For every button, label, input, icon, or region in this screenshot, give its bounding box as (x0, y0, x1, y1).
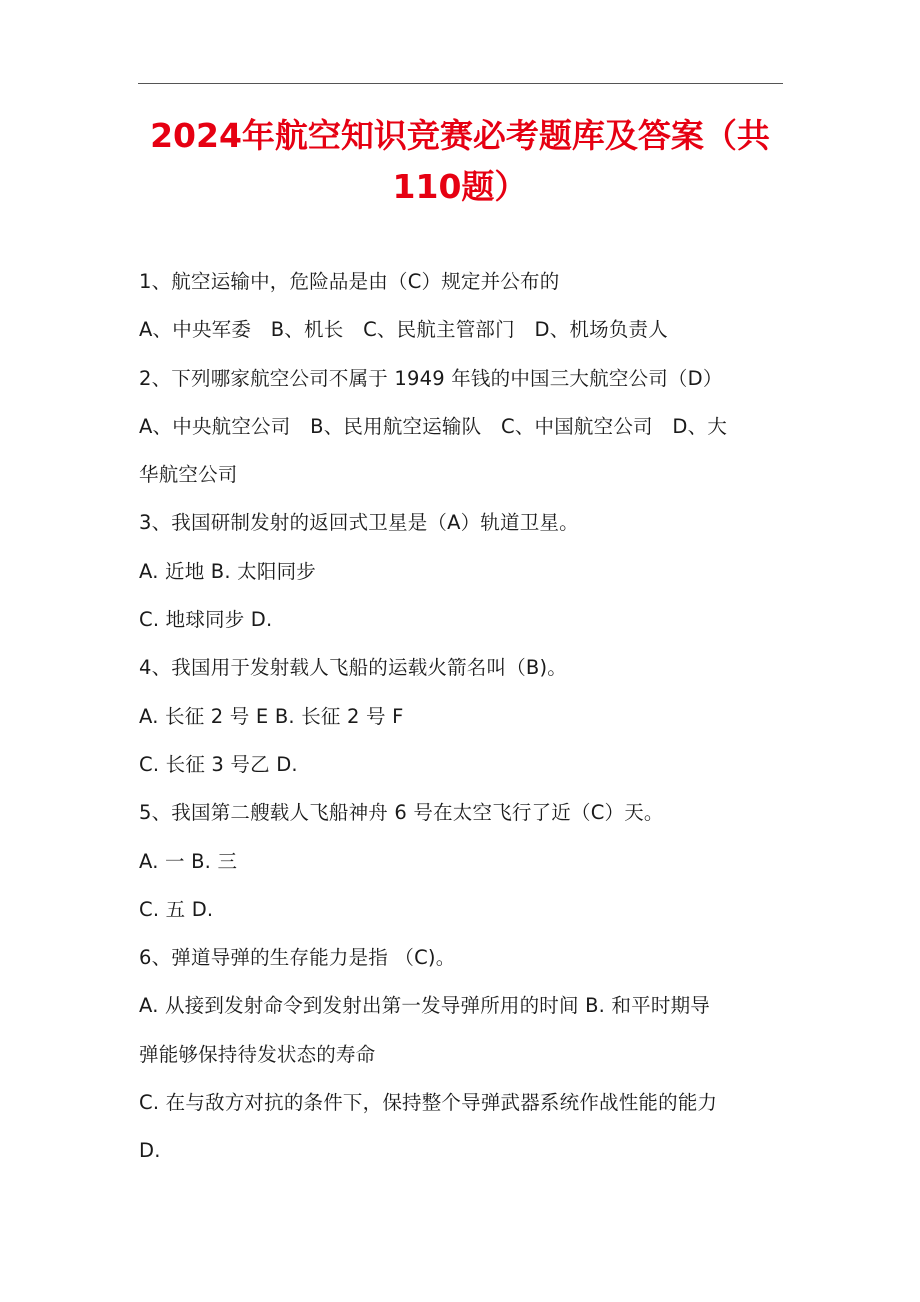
question-2-options-cont: 华航空公司 (139, 463, 238, 487)
question-4-options-cd: C. 长征 3 号乙 D. (139, 752, 298, 776)
question-3-options-ab: A. 近地 B. 太阳同步 (139, 559, 316, 583)
question-6-option-ab: A. 从接到发射命令到发射出第一发导弹所用的时间 B. 和平时期导 (139, 994, 710, 1018)
title-line-1: 2024年航空知识竞赛必考题库及答案（共 (150, 116, 770, 155)
question-4-options-ab: A. 长征 2 号 E B. 长征 2 号 F (139, 704, 404, 728)
question-5-options-cd: C. 五 D. (139, 897, 214, 921)
title-line-2: 110题） (392, 167, 528, 206)
question-5-options-ab: A. 一 B. 三 (139, 849, 238, 873)
question-6-option-d: D. (139, 1139, 161, 1163)
question-4-stem: 4、我国用于发射载人飞船的运载火箭名叫（B)。 (139, 656, 567, 680)
question-5-stem: 5、我国第二艘载人飞船神舟 6 号在太空飞行了近（C）天。 (139, 801, 664, 825)
question-3-stem: 3、我国研制发射的返回式卫星是（A）轨道卫星。 (139, 511, 579, 535)
question-1-options: A、中央军委 B、机长 C、民航主管部门 D、机场负责人 (139, 318, 668, 342)
header-rule (138, 83, 783, 84)
question-3-options-cd: C. 地球同步 D. (139, 608, 273, 632)
document-title (100, 110, 820, 212)
question-list (139, 258, 789, 1176)
question-6-option-c: C. 在与敌方对抗的条件下，保持整个导弹武器系统作战性能的能力 (139, 1091, 718, 1115)
question-1-stem: 1、航空运输中，危险品是由（C）规定并公布的 (139, 270, 560, 293)
question-6-stem: 6、弹道导弹的生存能力是指 （C)。 (139, 946, 456, 970)
question-2-stem: 2、下列哪家航空公司不属于 1949 年钱的中国三大航空公司（D） (139, 366, 723, 390)
question-2-options: A、中央航空公司 B、民用航空运输队 C、中国航空公司 D、大 (139, 414, 728, 438)
question-6-option-b-cont: 弹能够保持待发状态的寿命 (139, 1042, 376, 1066)
